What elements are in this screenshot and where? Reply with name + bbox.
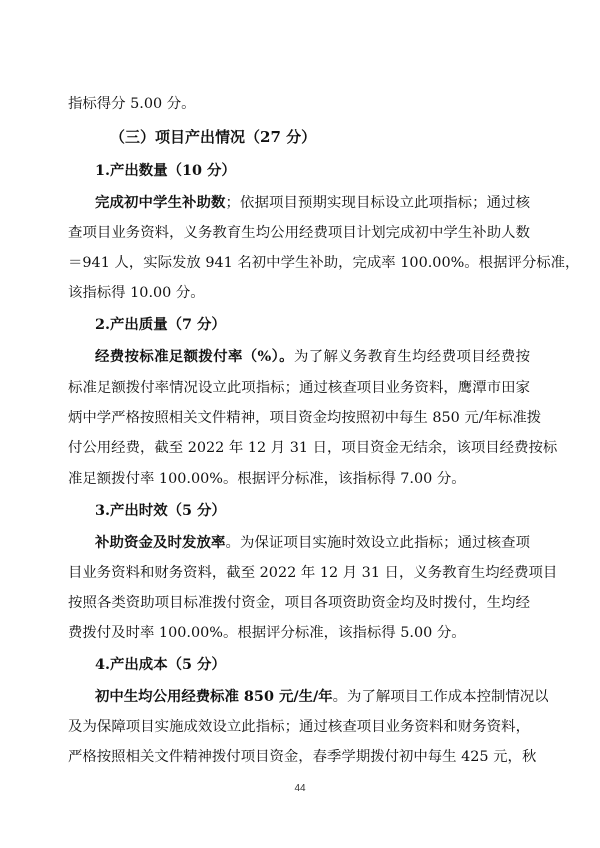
paragraph-line: 准足额拨付率 100.00%。根据评分标准，该指标得 7.00 分。 [68,471,466,487]
paragraph-line: 按照各类资助项目标准拨付资金，项目各项资助资金均及时拨付，生均经 [68,595,530,611]
section-heading: （三）项目产出情况（27 分） [110,128,317,146]
paragraph-line: 该指标得 10.00 分。 [68,285,205,301]
subsection-heading: 2.产出质量（7 分） [95,316,226,333]
paragraph-line: 炳中学严格按照相关文件精神，项目资金均按照初中每生 850 元/年标准拨 [68,410,542,426]
paragraph-line: 完成初中学生补助数；依据项目预期实现目标设立此项指标；通过核 [95,194,530,211]
subsection-heading: 4.产出成本（5 分） [95,656,226,673]
paragraph-line: ＝941 人，实际发放 941 名初中学生补助，完成率 100.00%。根据评分标准， [68,255,580,271]
subsection-heading: 3.产出时效（5 分） [95,502,226,519]
paragraph-line: 查项目业务资料，义务教育生均公用经费项目计划完成初中学生补助人数 [68,225,530,241]
paragraph-line: 目业务资料和财务资料，截至 2022 年 12 月 31 日，义务教育生均经费项目 [68,565,558,581]
paragraph-line: 初中生均公用经费标准 850 元/生/年。为了解项目工作成本控制情况以 [95,688,549,705]
page-number: 44 [294,783,306,794]
subsection-heading: 1.产出数量（10 分） [95,162,236,179]
paragraph-line: 及为保障项目实施成效设立此指标；通过核查项目业务资料和财务资料， [68,719,530,735]
paragraph-line: 指标得分 5.00 分。 [68,96,196,112]
paragraph-line: 严格按照相关文件精神拨付项目资金，春季学期拨付初中每生 425 元，秋 [68,749,537,765]
paragraph-line: 经费按标准足额拨付率（%）。为了解义务教育生均经费项目经费按 [95,348,530,365]
paragraph-line: 标准足额拨付率情况设立此项指标；通过核查项目业务资料，鹰潭市田家 [68,380,530,396]
paragraph-line: 费拨付及时率 100.00%。根据评分标准，该指标得 5.00 分。 [68,625,466,641]
paragraph-line: 付公用经费，截至 2022 年 12 月 31 日，项目资金无结余，该项目经费按标 [68,440,558,456]
paragraph-line: 补助资金及时发放率。为保证项目实施时效设立此指标；通过核查项 [95,534,530,551]
